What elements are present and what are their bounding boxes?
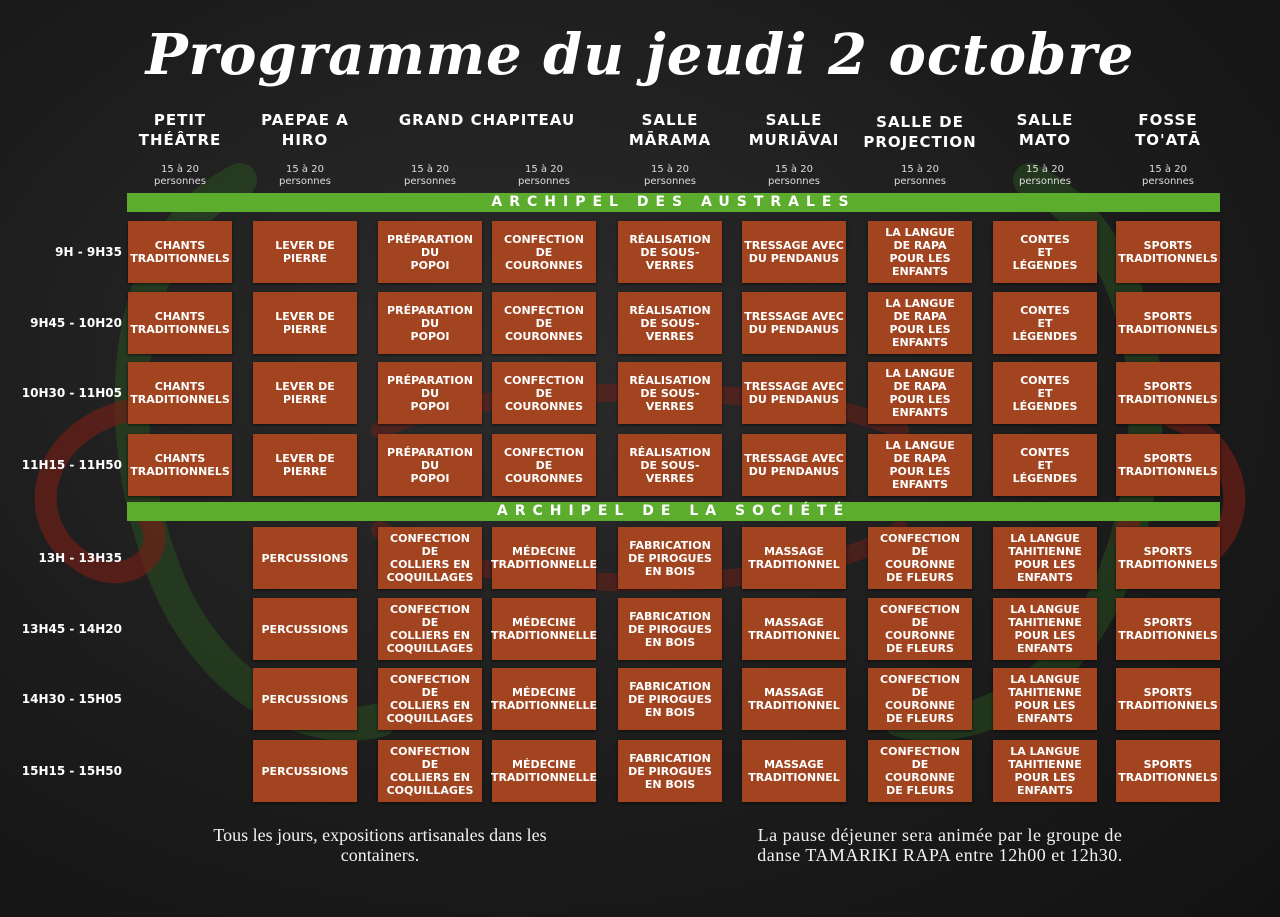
activity-cell: FABRICATION DE PIROGUES EN BOIS	[618, 598, 722, 660]
column-capacity: 15 à 20 personnes	[279, 164, 331, 187]
activity-cell: PERCUSSIONS	[253, 668, 357, 730]
note-exhibitions: Tous les jours, expositions artisanales dans les containers.	[213, 825, 547, 865]
page-title: Programme du jeudi 2 octobre	[145, 22, 1135, 88]
column-name: SALLE MĀRAMA	[628, 111, 712, 149]
column-capacity: 15 à 20 personnes	[768, 164, 820, 187]
activity-cell: LA LANGUE TAHITIENNE POUR LES ENFANTS	[993, 668, 1097, 730]
activity-cell: TRESSAGE AVEC DU PENDANUS	[742, 292, 846, 354]
column-capacity: 15 à 20 personnes	[644, 164, 696, 187]
column-name: SALLE MURIĀVAI	[748, 111, 840, 149]
activity-cell: TRESSAGE AVEC DU PENDANUS	[742, 362, 846, 424]
activity-cell: SPORTS TRADITIONNELS	[1116, 740, 1220, 802]
activity-cell: SPORTS TRADITIONNELS	[1116, 292, 1220, 354]
activity-cell: CONFECTION DE COURONNES	[492, 434, 596, 496]
column-header	[610, 110, 730, 150]
activity-cell: CONFECTION DE COURONNES	[492, 292, 596, 354]
activity-cell: LA LANGUE TAHITIENNE POUR LES ENFANTS	[993, 598, 1097, 660]
activity-cell: PRÉPARATION DU POPOI	[378, 221, 482, 283]
activity-cell: MASSAGE TRADITIONNEL	[742, 668, 846, 730]
activity-cell: LA LANGUE DE RAPA POUR LES ENFANTS	[868, 434, 972, 496]
activity-cell: CONFECTION DE COURONNES	[492, 221, 596, 283]
column-header	[120, 110, 240, 150]
column-header	[985, 110, 1105, 150]
activity-cell: CONFECTION DE COURONNE DE FLEURS	[868, 598, 972, 660]
time-slot-label: 15H15 - 15H50	[21, 764, 122, 778]
activity-cell: CONTES ET LÉGENDES	[993, 434, 1097, 496]
activity-cell: FABRICATION DE PIROGUES EN BOIS	[618, 740, 722, 802]
activity-cell: FABRICATION DE PIROGUES EN BOIS	[618, 668, 722, 730]
activity-cell: MÉDECINE TRADITIONNELLE	[492, 668, 596, 730]
activity-cell: CONFECTION DE COURONNES	[492, 362, 596, 424]
column-name: SALLE MATO	[1016, 111, 1074, 149]
activity-cell: MASSAGE TRADITIONNEL	[742, 598, 846, 660]
activity-cell: PRÉPARATION DU POPOI	[378, 292, 482, 354]
activity-cell: LA LANGUE DE RAPA POUR LES ENFANTS	[868, 221, 972, 283]
column-name: SALLE DE PROJECTION	[863, 113, 977, 151]
activity-cell: LEVER DE PIERRE	[253, 292, 357, 354]
activity-cell: CONTES ET LÉGENDES	[993, 292, 1097, 354]
activity-cell: CHANTS TRADITIONNELS	[128, 221, 232, 283]
column-header	[734, 110, 854, 150]
activity-cell: PERCUSSIONS	[253, 740, 357, 802]
activity-cell: RÉALISATION DE SOUS-VERRES	[618, 434, 722, 496]
activity-cell: CONFECTION DE COLLIERS EN COQUILLAGES	[378, 740, 482, 802]
activity-cell: LEVER DE PIERRE	[253, 221, 357, 283]
column-capacity: 15 à 20 personnes	[518, 164, 570, 187]
activity-cell: CONFECTION DE COURONNE DE FLEURS	[868, 527, 972, 589]
activity-cell: MÉDECINE TRADITIONNELLE	[492, 740, 596, 802]
activity-cell: MASSAGE TRADITIONNEL	[742, 740, 846, 802]
note-lunch-break: La pause déjeuner sera animée par le groupe de danse TAMARIKI RAPA entre 12h00 et 12h30.	[757, 825, 1123, 865]
time-slot-label: 14H30 - 15H05	[21, 692, 122, 706]
column-capacity: 15 à 20 personnes	[154, 164, 206, 187]
activity-cell: SPORTS TRADITIONNELS	[1116, 598, 1220, 660]
column-capacity: 15 à 20 personnes	[1019, 164, 1071, 187]
activity-cell: RÉALISATION DE SOUS-VERRES	[618, 221, 722, 283]
column-name: PAEPAE A HIRO	[261, 111, 349, 149]
activity-cell: PERCUSSIONS	[253, 527, 357, 589]
activity-cell: SPORTS TRADITIONNELS	[1116, 527, 1220, 589]
column-header	[860, 112, 980, 152]
time-slot-label: 11H15 - 11H50	[21, 458, 122, 472]
activity-cell: LA LANGUE TAHITIENNE POUR LES ENFANTS	[993, 740, 1097, 802]
activity-cell: TRESSAGE AVEC DU PENDANUS	[742, 434, 846, 496]
activity-cell: MÉDECINE TRADITIONNELLE	[492, 527, 596, 589]
activity-cell: CONFECTION DE COLLIERS EN COQUILLAGES	[378, 598, 482, 660]
activity-cell: CONFECTION DE COLLIERS EN COQUILLAGES	[378, 668, 482, 730]
time-slot-label: 13H45 - 14H20	[21, 622, 122, 636]
activity-cell: CHANTS TRADITIONNELS	[128, 362, 232, 424]
activity-cell: PERCUSSIONS	[253, 598, 357, 660]
activity-cell: CONFECTION DE COURONNE DE FLEURS	[868, 668, 972, 730]
activity-cell: CHANTS TRADITIONNELS	[128, 292, 232, 354]
column-header	[245, 110, 365, 150]
activity-cell: CHANTS TRADITIONNELS	[128, 434, 232, 496]
activity-cell: SPORTS TRADITIONNELS	[1116, 434, 1220, 496]
column-name: PETIT THÉÂTRE	[138, 111, 222, 149]
activity-cell: SPORTS TRADITIONNELS	[1116, 362, 1220, 424]
activity-cell: LEVER DE PIERRE	[253, 434, 357, 496]
activity-cell: LA LANGUE DE RAPA POUR LES ENFANTS	[868, 362, 972, 424]
activity-cell: LEVER DE PIERRE	[253, 362, 357, 424]
activity-cell: PRÉPARATION DU POPOI	[378, 434, 482, 496]
activity-cell: RÉALISATION DE SOUS-VERRES	[618, 362, 722, 424]
time-slot-label: 9H45 - 10H20	[30, 316, 122, 330]
column-header	[1108, 110, 1228, 150]
column-capacity: 15 à 20 personnes	[894, 164, 946, 187]
activity-cell: RÉALISATION DE SOUS-VERRES	[618, 292, 722, 354]
activity-cell: FABRICATION DE PIROGUES EN BOIS	[618, 527, 722, 589]
activity-cell: PRÉPARATION DU POPOI	[378, 362, 482, 424]
activity-cell: CONTES ET LÉGENDES	[993, 362, 1097, 424]
column-capacity: 15 à 20 personnes	[1142, 164, 1194, 187]
activity-cell: SPORTS TRADITIONNELS	[1116, 221, 1220, 283]
activity-cell: CONTES ET LÉGENDES	[993, 221, 1097, 283]
activity-cell: CONFECTION DE COLLIERS EN COQUILLAGES	[378, 527, 482, 589]
column-capacity: 15 à 20 personnes	[404, 164, 456, 187]
activity-cell: LA LANGUE TAHITIENNE POUR LES ENFANTS	[993, 527, 1097, 589]
section-band: ARCHIPEL DES AUSTRALES	[127, 193, 1220, 212]
time-slot-label: 13H - 13H35	[38, 551, 122, 565]
activity-cell: LA LANGUE DE RAPA POUR LES ENFANTS	[868, 292, 972, 354]
activity-cell: TRESSAGE AVEC DU PENDANUS	[742, 221, 846, 283]
column-header	[372, 110, 602, 130]
time-slot-label: 9H - 9H35	[55, 245, 122, 259]
activity-cell: MÉDECINE TRADITIONNELLE	[492, 598, 596, 660]
column-name: GRAND CHAPITEAU	[398, 111, 576, 129]
activity-cell: CONFECTION DE COURONNE DE FLEURS	[868, 740, 972, 802]
activity-cell: SPORTS TRADITIONNELS	[1116, 668, 1220, 730]
time-slot-label: 10H30 - 11H05	[21, 386, 122, 400]
activity-cell: MASSAGE TRADITIONNEL	[742, 527, 846, 589]
column-name: FOSSE TO'ATĀ	[1135, 111, 1201, 149]
section-band: ARCHIPEL DE LA SOCIÉTÉ	[127, 502, 1220, 521]
